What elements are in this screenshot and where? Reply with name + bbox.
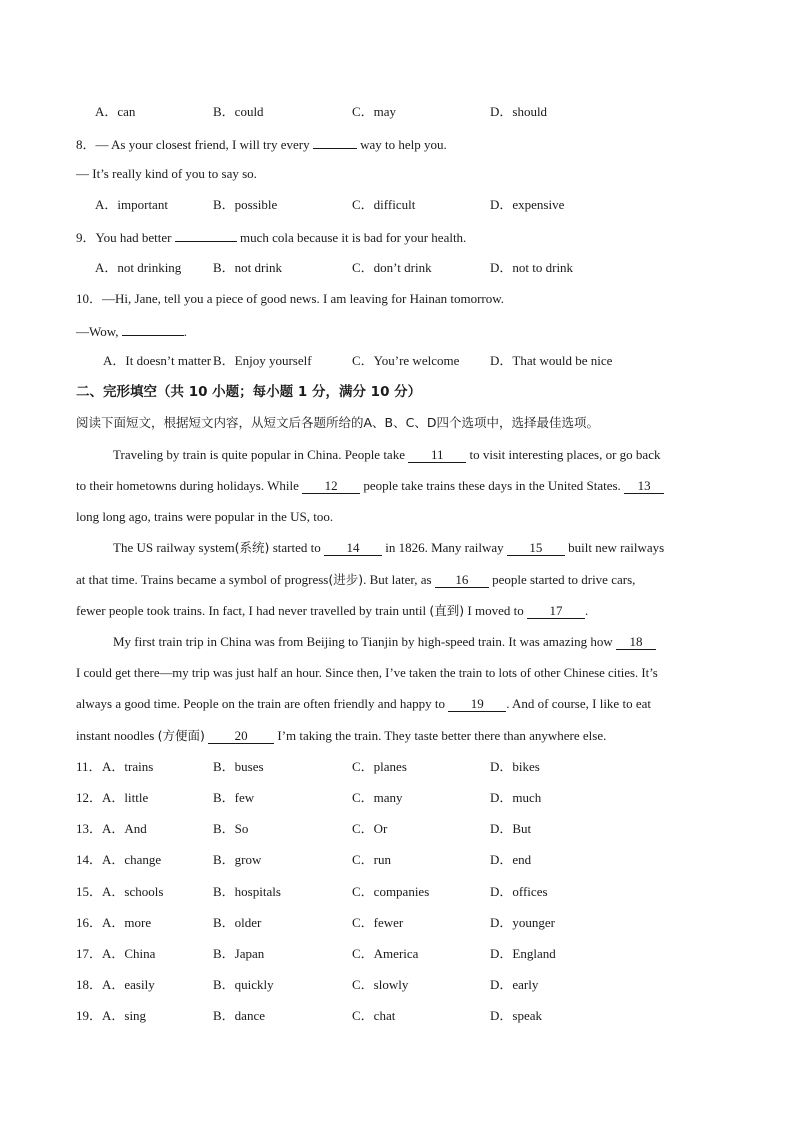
cloze-question-16 bbox=[76, 914, 555, 932]
q8-option-d[interactable]: D．expensive bbox=[490, 197, 565, 212]
passage-p2-line1 bbox=[113, 539, 755, 557]
q10-reply-b: . bbox=[183, 324, 188, 339]
q10-stem bbox=[76, 290, 504, 308]
passage-text: . bbox=[585, 603, 589, 618]
option-c[interactable]: C．many bbox=[352, 790, 403, 805]
cloze-question-15 bbox=[76, 883, 548, 901]
q9-option-d[interactable]: D．not to drink bbox=[490, 260, 574, 275]
question-number: 13． bbox=[76, 821, 103, 836]
question-number: 11． bbox=[76, 759, 102, 774]
cloze-question-11 bbox=[76, 758, 540, 776]
option-c[interactable]: C．fewer bbox=[352, 915, 404, 930]
option-d[interactable]: D．younger bbox=[490, 915, 555, 930]
question-number: 15． bbox=[76, 884, 103, 899]
passage-p2-line2 bbox=[76, 571, 718, 589]
q7-option-c[interactable]: C．may bbox=[352, 104, 397, 119]
cloze-blank-18: 18 bbox=[616, 635, 656, 650]
option-b[interactable]: B．So bbox=[213, 821, 249, 836]
passage-text: Traveling by train is quite popular in China. People take bbox=[113, 447, 405, 462]
passage-text: people take trains these days in the United States. bbox=[363, 478, 621, 493]
passage-text: fewer people took trains. In fact, I had never travelled by train until bbox=[76, 603, 427, 618]
q9-option-b[interactable]: B．not drink bbox=[213, 260, 282, 275]
option-a[interactable]: A．And bbox=[102, 821, 147, 836]
option-b[interactable]: B．dance bbox=[213, 1008, 265, 1023]
q8-option-c[interactable]: C．difficult bbox=[352, 197, 416, 212]
option-c[interactable]: C．slowly bbox=[352, 977, 409, 992]
question-number: 19． bbox=[76, 1008, 103, 1023]
passage-gloss: (直到) bbox=[429, 603, 465, 618]
option-c[interactable]: C．America bbox=[352, 946, 419, 961]
option-b[interactable]: B．hospitals bbox=[213, 884, 281, 899]
cloze-blank-14: 14 bbox=[324, 541, 382, 556]
passage-gloss: (系统) bbox=[234, 540, 270, 555]
passage-text: . But later, as bbox=[363, 572, 432, 587]
q8-number: 8． bbox=[76, 137, 96, 152]
q8-stem-b: way to help you. bbox=[360, 137, 447, 152]
passage-text: . And of course, I like to eat bbox=[506, 696, 651, 711]
option-b[interactable]: B．older bbox=[213, 915, 262, 930]
passage-p1-line3: long long ago, trains were popular in the US, too. bbox=[76, 509, 334, 524]
q7-option-a[interactable]: A．can bbox=[95, 104, 136, 119]
option-a[interactable]: A．change bbox=[102, 852, 162, 867]
option-c[interactable]: C．Or bbox=[352, 821, 388, 836]
option-a[interactable]: A．trains bbox=[102, 759, 154, 774]
cloze-blank-20: 20 bbox=[208, 729, 274, 744]
option-a[interactable]: A．schools bbox=[102, 884, 164, 899]
option-b[interactable]: B．grow bbox=[213, 852, 262, 867]
passage-p3-line3 bbox=[76, 695, 718, 713]
option-a[interactable]: A．China bbox=[102, 946, 156, 961]
passage-p3-line4 bbox=[76, 727, 718, 745]
passage-p3-line2: I could get there—my trip was just half an hour. Since then, I’ve taken the train to lots of other Chinese cities. It’s bbox=[76, 666, 658, 680]
cloze-blank-19: 19 bbox=[448, 697, 506, 712]
option-b[interactable]: B．buses bbox=[213, 759, 264, 774]
cloze-question-19 bbox=[76, 1007, 542, 1025]
option-d[interactable]: D．offices bbox=[490, 884, 548, 899]
q9-stem bbox=[76, 227, 466, 247]
section-instruction: 阅读下面短文，根据短文内容，从短文后各题所给的A、B、C、D四个选项中，选择最佳选项。 bbox=[76, 415, 599, 430]
cloze-blank-17: 17 bbox=[527, 604, 585, 619]
option-d[interactable]: D．end bbox=[490, 852, 532, 867]
q10-option-d[interactable]: D．That would be nice bbox=[490, 353, 613, 368]
cloze-blank-16: 16 bbox=[435, 573, 489, 588]
option-a[interactable]: A．sing bbox=[102, 1008, 147, 1023]
q10-blank bbox=[122, 321, 184, 336]
passage-text: at that time. Trains became a symbol of progress bbox=[76, 572, 329, 587]
q10-option-c[interactable]: C．You’re welcome bbox=[352, 353, 460, 368]
cloze-question-12 bbox=[76, 789, 542, 807]
q8-reply: — It’s really kind of you to say so. bbox=[76, 166, 257, 181]
passage-text: instant noodles bbox=[76, 728, 155, 743]
q8-stem-a: — As your closest friend, I will try every bbox=[95, 137, 310, 152]
option-a[interactable]: A．more bbox=[102, 915, 152, 930]
cloze-blank-11: 11 bbox=[408, 448, 466, 463]
passage-gloss: (进步) bbox=[328, 572, 364, 587]
passage-text: always a good time. People on the train are often friendly and happy to bbox=[76, 696, 445, 711]
q10-number: 10． bbox=[76, 291, 103, 306]
cloze-question-17 bbox=[76, 945, 556, 963]
passage-text: in 1826. Many railway bbox=[385, 540, 504, 555]
passage-p3-line1 bbox=[113, 633, 755, 651]
cloze-blank-12: 12 bbox=[302, 479, 360, 494]
passage-text: to visit interesting places, or go back bbox=[469, 447, 661, 462]
option-c[interactable]: C．companies bbox=[352, 884, 430, 899]
cloze-question-13 bbox=[76, 820, 532, 838]
option-d[interactable]: D．But bbox=[490, 821, 532, 836]
q10-option-a[interactable]: A．It doesn’t matter bbox=[103, 353, 212, 368]
q8-blank bbox=[313, 134, 357, 149]
option-b[interactable]: B．few bbox=[213, 790, 255, 805]
cloze-question-18 bbox=[76, 976, 539, 994]
passage-text: people started to drive cars, bbox=[492, 572, 636, 587]
option-a[interactable]: A．easily bbox=[102, 977, 155, 992]
passage-text: to their hometowns during holidays. While bbox=[76, 478, 299, 493]
passage-p2-line3 bbox=[76, 602, 718, 620]
q10-reply-a: —Wow, bbox=[76, 324, 119, 339]
q7-option-b[interactable]: B．could bbox=[213, 104, 264, 119]
q7-option-d[interactable]: D．should bbox=[490, 104, 548, 119]
q9-stem-b: much cola because it is bad for your health. bbox=[239, 230, 467, 245]
q8-stem bbox=[76, 134, 447, 154]
question-number: 18． bbox=[76, 977, 103, 992]
q9-blank bbox=[175, 227, 237, 242]
option-c[interactable]: C．run bbox=[352, 852, 392, 867]
cloze-blank-13: 13 bbox=[624, 479, 664, 494]
passage-p1-line2 bbox=[76, 477, 718, 495]
passage-gloss: (方便面) bbox=[157, 728, 205, 743]
passage-text: started to bbox=[272, 540, 321, 555]
q10-stem-text: —Hi, Jane, tell you a piece of good news. I am leaving for Hainan tomorrow. bbox=[102, 291, 505, 306]
option-a[interactable]: A．little bbox=[102, 790, 149, 805]
question-number: 12． bbox=[76, 790, 103, 805]
q9-stem-a: You had better bbox=[95, 230, 172, 245]
option-d[interactable]: D．England bbox=[490, 946, 556, 961]
option-b[interactable]: B．Japan bbox=[213, 946, 265, 961]
option-d[interactable]: D．speak bbox=[490, 1008, 542, 1023]
passage-text: built new railways bbox=[568, 540, 665, 555]
q9-option-c[interactable]: C．don’t drink bbox=[352, 260, 432, 275]
question-number: 16． bbox=[76, 915, 103, 930]
q9-number: 9． bbox=[76, 230, 96, 245]
q8-option-b[interactable]: B．possible bbox=[213, 197, 278, 212]
option-d[interactable]: D．early bbox=[490, 977, 539, 992]
question-number: 17． bbox=[76, 946, 103, 961]
question-number: 14． bbox=[76, 852, 103, 867]
section-title: 二、完形填空（共 10 小题；每小题 1 分，满分 10 分） bbox=[76, 384, 422, 400]
q9-option-a[interactable]: A．not drinking bbox=[95, 260, 182, 275]
passage-text: My first train trip in China was from Beijing to Tianjin by high-speed train. It was amazing how bbox=[113, 634, 613, 649]
option-b[interactable]: B．quickly bbox=[213, 977, 274, 992]
passage-text: The US railway system bbox=[113, 540, 235, 555]
passage-text: I’m taking the train. They taste better there than anywhere else. bbox=[277, 728, 607, 743]
option-d[interactable]: D．much bbox=[490, 790, 542, 805]
option-c[interactable]: C．chat bbox=[352, 1008, 396, 1023]
q8-option-a[interactable]: A．important bbox=[95, 197, 168, 212]
cloze-blank-15: 15 bbox=[507, 541, 565, 556]
option-d[interactable]: D．bikes bbox=[490, 759, 540, 774]
cloze-question-14 bbox=[76, 851, 532, 869]
option-c[interactable]: C．planes bbox=[352, 759, 407, 774]
passage-p1-line1 bbox=[113, 446, 755, 464]
passage-text: I moved to bbox=[467, 603, 524, 618]
q10-option-b[interactable]: B．Enjoy yourself bbox=[213, 353, 312, 368]
q10-reply bbox=[76, 321, 187, 341]
